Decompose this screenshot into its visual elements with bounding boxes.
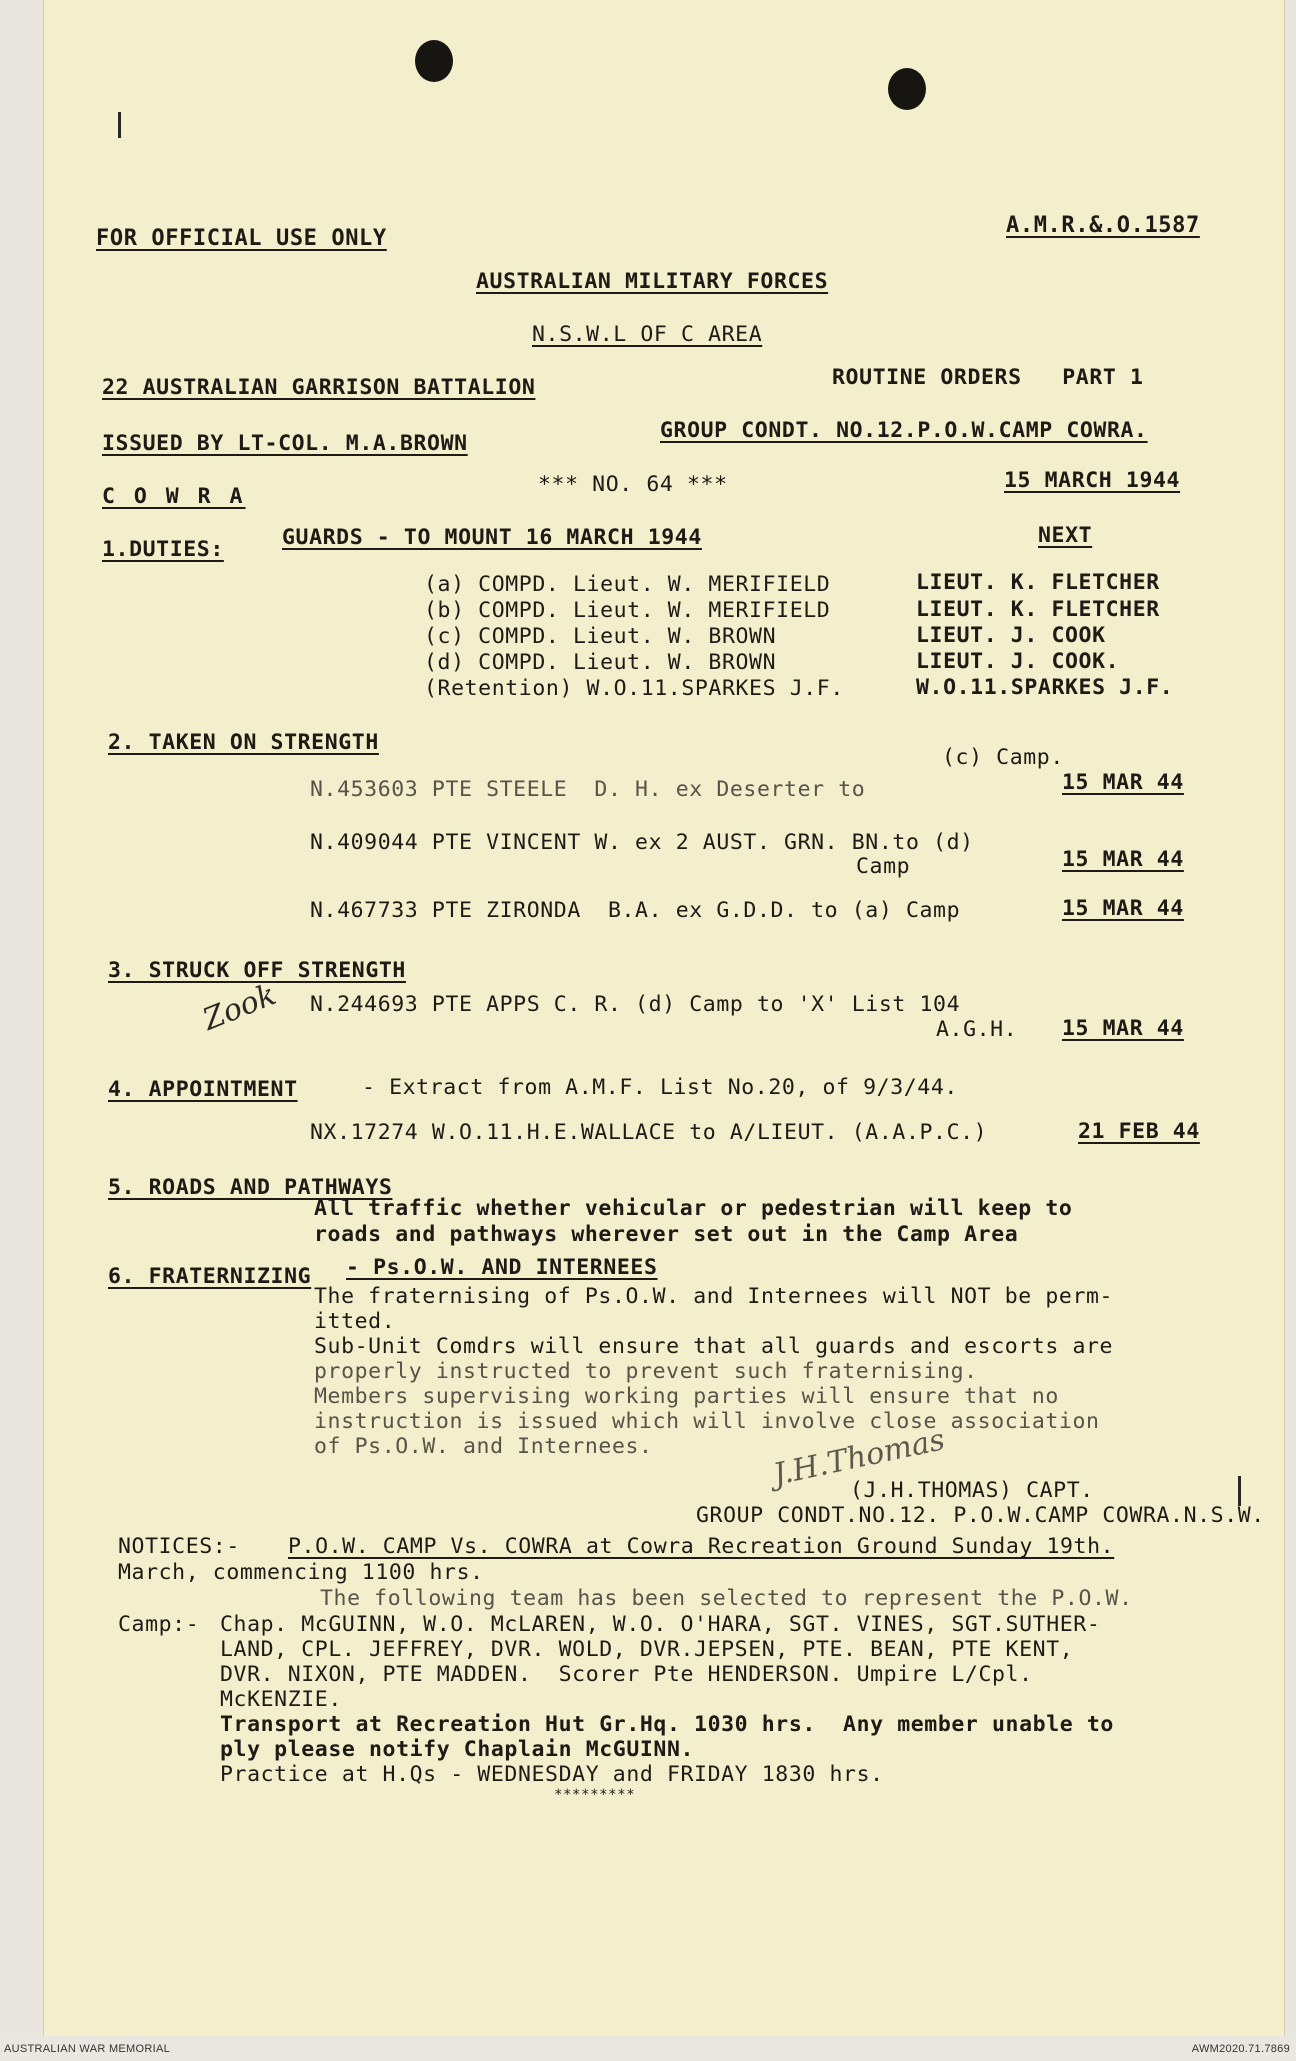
taken-entry-cont: Camp: [856, 854, 911, 879]
duty-roster-right: LIEUT. K. FLETCHER: [916, 570, 1160, 595]
official-use-heading: FOR OFFICIAL USE ONLY: [96, 226, 387, 251]
notice-line: ply please notify Chaplain McGUINN.: [220, 1737, 695, 1762]
archive-name: AUSTRALIAN WAR MEMORIAL: [4, 2043, 171, 2055]
duty-roster-right: W.O.11.SPARKES J.F.: [916, 675, 1174, 700]
order-number: *** NO. 64 ***: [538, 472, 728, 497]
duty-roster-left: (d) COMPD. Lieut. W. BROWN: [424, 650, 777, 675]
duty-roster-left: (a) COMPD. Lieut. W. MERIFIELD: [424, 572, 831, 597]
fraternizing-subheading: - Ps.O.W. AND INTERNEES: [346, 1255, 658, 1280]
fraternizing-text: Sub-Unit Comdrs will ensure that all guards and escorts are: [314, 1334, 1114, 1359]
duty-roster-left: (b) COMPD. Lieut. W. MERIFIELD: [424, 598, 831, 623]
notice-line: Transport at Recreation Hut Gr.Hq. 1030 hrs. Any member unable to: [220, 1712, 1114, 1737]
notices-label: NOTICES:-: [118, 1534, 240, 1559]
fraternizing-text: The fraternising of Ps.O.W. and Internees will NOT be perm-: [314, 1284, 1114, 1309]
fraternizing-text: itted.: [314, 1309, 396, 1334]
notice-line: Chap. McGUINN, W.O. McLAREN, W.O. O'HARA, SGT. VINES, SGT.SUTHER-: [220, 1612, 1101, 1637]
taken-entry: N.409044 PTE VINCENT W. ex 2 AUST. GRN. BN.to (d): [310, 830, 974, 855]
archive-reference: AWM2020.71.7869: [1191, 2043, 1290, 2055]
taken-entry: N.467733 PTE ZIRONDA B.A. ex G.D.D. to (a) Camp: [310, 898, 961, 923]
taken-entry-extra: (c) Camp.: [942, 745, 1064, 770]
duties-heading: 1.DUTIES:: [102, 537, 224, 562]
struck-entry-date: 15 MAR 44: [1062, 1016, 1184, 1041]
issued-by: ISSUED BY LT-COL. M.A.BROWN: [102, 431, 468, 456]
document-sheet: [44, 0, 1284, 2036]
duty-roster-right: LIEUT. J. COOK: [916, 623, 1106, 648]
routine-orders-heading: ROUTINE ORDERS PART 1: [832, 365, 1144, 390]
guards-heading: GUARDS - TO MOUNT 16 MARCH 1944: [282, 525, 702, 550]
archive-footer: [0, 2036, 1296, 2061]
appointment-extract: - Extract from A.M.F. List No.20, of 9/3/44.: [362, 1075, 958, 1100]
roads-text: roads and pathways wherever set out in the Camp Area: [314, 1222, 1019, 1247]
taken-entry-date: 15 MAR 44: [1062, 896, 1184, 921]
group-commandant: GROUP CONDT. NO.12.P.O.W.CAMP COWRA.: [660, 418, 1148, 443]
signatory-title: GROUP CONDT.NO.12. P.O.W.CAMP COWRA.N.S.W.: [696, 1503, 1265, 1528]
taken-entry-date: 15 MAR 44: [1062, 847, 1184, 872]
area-heading: N.S.W.L OF C AREA: [532, 322, 763, 347]
fraternizing-text: instruction is issued which will involve close association: [314, 1409, 1100, 1434]
fraternizing-text: Members supervising working parties will ensure that no: [314, 1384, 1059, 1409]
duty-roster-right: LIEUT. J. COOK.: [916, 649, 1120, 674]
notice-line: DVR. NIXON, PTE MADDEN. Scorer Pte HENDERSON. Umpire L/Cpl.: [220, 1662, 1033, 1687]
initials-mark: Zook: [198, 977, 281, 1038]
struck-entry: N.244693 PTE APPS C. R. (d) Camp to 'X' List 104: [310, 992, 961, 1017]
margin-mark: [118, 112, 121, 138]
duty-roster-left: (Retention) W.O.11.SPARKES J.F.: [424, 676, 844, 701]
punch-hole-right: [888, 68, 926, 110]
notice-line: Practice at H.Qs - WEDNESDAY and FRIDAY 1830 hrs.: [220, 1762, 884, 1787]
signatory-name: (J.H.THOMAS) CAPT.: [850, 1478, 1094, 1503]
roads-text: All traffic whether vehicular or pedestrian will keep to: [314, 1196, 1073, 1221]
appointment-heading: 4. APPOINTMENT: [108, 1077, 298, 1102]
document-reference: A.M.R.&.O.1587: [1006, 213, 1200, 238]
duty-roster-left: (c) COMPD. Lieut. W. BROWN: [424, 624, 777, 649]
notice-line: P.O.W. CAMP Vs. COWRA at Cowra Recreation Ground Sunday 19th.: [288, 1534, 1115, 1559]
appointment-date: 21 FEB 44: [1078, 1119, 1200, 1144]
margin-mark: [1238, 1476, 1241, 1506]
forces-heading: AUSTRALIAN MILITARY FORCES: [476, 269, 829, 294]
struck-entry-cont: A.G.H.: [936, 1017, 1018, 1042]
fraternizing-text: of Ps.O.W. and Internees.: [314, 1434, 653, 1459]
fraternizing-text: properly instructed to prevent such fraternising.: [314, 1359, 978, 1384]
fraternizing-heading: 6. FRATERNIZING: [108, 1264, 312, 1289]
taken-on-strength-heading: 2. TAKEN ON STRENGTH: [108, 730, 379, 755]
next-heading: NEXT: [1038, 523, 1093, 548]
notice-line: The following team has been selected to represent the P.O.W.: [320, 1586, 1133, 1611]
duty-roster-right: LIEUT. K. FLETCHER: [916, 597, 1160, 622]
notice-line: LAND, CPL. JEFFREY, DVR. WOLD, DVR.JEPSEN, PTE. BEAN, PTE KENT,: [220, 1637, 1074, 1662]
punch-hole-left: [415, 40, 453, 82]
notice-line: March, commencing 1100 hrs.: [118, 1560, 484, 1585]
end-mark: *********: [554, 1787, 636, 1803]
signature-scrawl: J.H.Thomas: [770, 1422, 948, 1493]
taken-entry-date: 15 MAR 44: [1062, 770, 1184, 795]
roads-heading: 5. ROADS AND PATHWAYS: [108, 1175, 393, 1200]
struck-off-heading: 3. STRUCK OFF STRENGTH: [108, 958, 406, 983]
appointment-entry: NX.17274 W.O.11.H.E.WALLACE to A/LIEUT. (A.A.P.C.): [310, 1120, 988, 1145]
place-name: C O W R A: [102, 484, 246, 509]
notice-line: McKENZIE.: [220, 1687, 342, 1712]
order-date: 15 MARCH 1944: [1004, 468, 1181, 493]
camp-label: Camp:-: [118, 1612, 200, 1637]
taken-entry: N.453603 PTE STEELE D. H. ex Deserter to: [310, 777, 866, 802]
battalion-heading: 22 AUSTRALIAN GARRISON BATTALION: [102, 375, 536, 400]
